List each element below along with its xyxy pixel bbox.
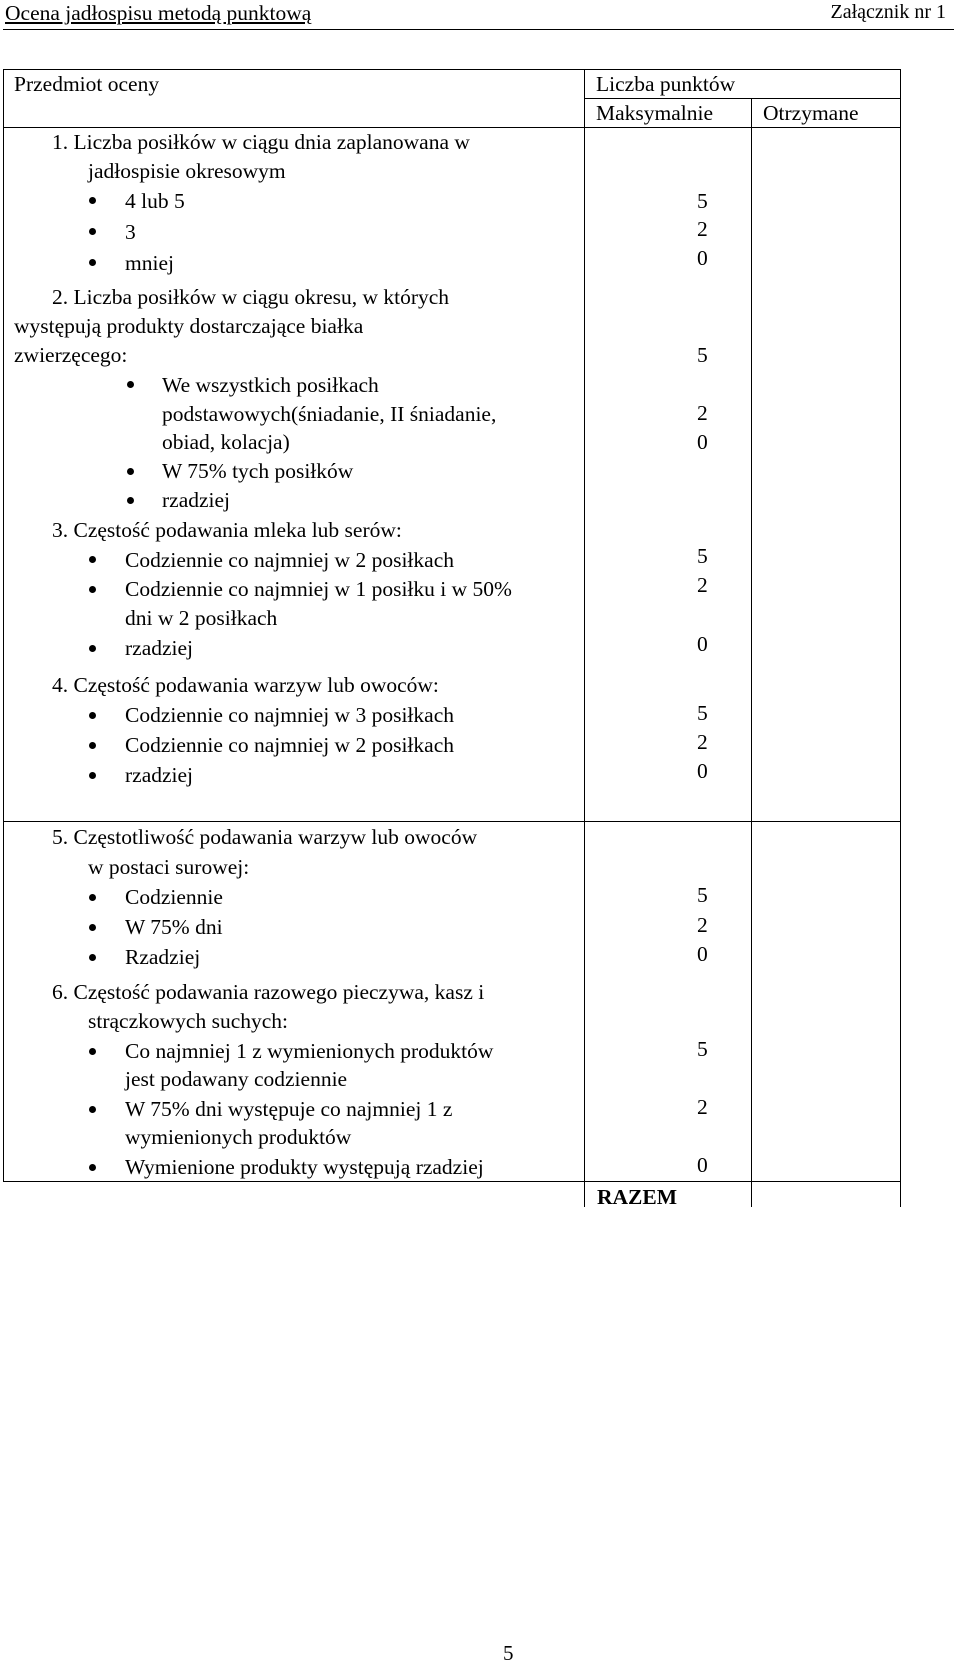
option-text: Codziennie co najmniej w 1 posiłku i w 50% [125, 577, 512, 601]
page-header [0, 0, 960, 30]
bullet-icon [89, 894, 96, 901]
option-text-cont: wymienionych produktów [125, 1125, 352, 1149]
total-label: RAZEM [597, 1185, 678, 1209]
page-number: 5 [503, 1641, 514, 1665]
document-title: Ocena jadłospisu metodą punktową [5, 1, 312, 25]
option-text: W 75% dni występuje co najmniej 1 z [125, 1097, 453, 1121]
section-6-title-cont: strączkowych suchych: [88, 1009, 288, 1033]
table-left-border [3, 69, 4, 1182]
points-value: 5 [697, 343, 708, 367]
bullet-icon [89, 924, 96, 931]
points-value: 0 [697, 246, 708, 270]
option-text-cont: podstawowych(śniadanie, II śniadanie, [162, 402, 497, 426]
col-header-max: Maksymalnie [596, 101, 714, 125]
option-text-cont: obiad, kolacja) [162, 430, 290, 454]
table-right-border [900, 69, 901, 1207]
section-1-title: 1. Liczba posiłków w ciągu dnia zaplanowana w [52, 130, 470, 154]
option-text: 3 [125, 220, 136, 244]
section-2-title-cont: zwierzęcego: [14, 343, 128, 367]
option-text: 4 lub 5 [125, 189, 185, 213]
col-header-subject: Przedmiot oceny [14, 72, 160, 96]
bullet-icon [89, 645, 96, 652]
points-value: 2 [697, 913, 708, 937]
points-value: 2 [697, 730, 708, 754]
bullet-icon [89, 1048, 96, 1055]
points-value: 5 [697, 701, 708, 725]
option-text: We wszystkich posiłkach [162, 373, 379, 397]
bullet-icon [89, 1106, 96, 1113]
option-text: Codziennie co najmniej w 3 posiłkach [125, 703, 454, 727]
bullet-icon [89, 712, 96, 719]
bullet-icon [127, 468, 134, 475]
points-value: 0 [697, 1153, 708, 1177]
option-text: rzadziej [125, 636, 194, 660]
points-value: 2 [697, 217, 708, 241]
points-value: 5 [697, 189, 708, 213]
points-value: 0 [697, 430, 708, 454]
annex-label: Załącznik nr 1 [830, 1, 946, 23]
option-text: Codziennie co najmniej w 2 posiłkach [125, 733, 454, 757]
header-rule [3, 29, 954, 30]
points-value: 0 [697, 759, 708, 783]
col-header-received: Otrzymane [763, 101, 859, 125]
option-text: Codziennie co najmniej w 2 posiłkach [125, 548, 454, 572]
bullet-icon [89, 228, 96, 235]
received-column-border [751, 98, 752, 1207]
points-value: 5 [697, 544, 708, 568]
option-text: Wymienione produkty występują rzadziej [125, 1155, 484, 1179]
bullet-icon [89, 197, 96, 204]
option-text: Co najmniej 1 z wymienionych produktów [125, 1039, 494, 1063]
points-value: 2 [697, 401, 708, 425]
section-4-title: 4. Częstość podawania warzyw lub owoców: [52, 673, 439, 697]
bullet-icon [127, 497, 134, 504]
bullet-icon [89, 772, 96, 779]
points-value: 0 [697, 632, 708, 656]
section-5-title: 5. Częstotliwość podawania warzyw lub owoców [52, 825, 478, 849]
option-text: mniej [125, 251, 174, 275]
section-6-title: 6. Częstość podawania razowego pieczywa, kasz i [52, 980, 485, 1004]
section-5-title-cont: w postaci surowej: [88, 855, 250, 879]
bullet-icon [89, 556, 96, 563]
points-value: 0 [697, 942, 708, 966]
section-2-title: 2. Liczba posiłków w ciągu okresu, w których [52, 285, 450, 309]
option-text: Rzadziej [125, 945, 201, 969]
bullet-icon [89, 954, 96, 961]
points-value: 2 [697, 573, 708, 597]
bullet-icon [89, 259, 96, 266]
section-3-title: 3. Częstość podawania mleka lub serów: [52, 518, 402, 542]
bullet-icon [89, 1164, 96, 1171]
option-text: rzadziej [125, 763, 194, 787]
col-header-points: Liczba punktów [596, 72, 736, 96]
section-1-title-cont: jadłospisie okresowym [88, 159, 286, 183]
points-value: 5 [697, 883, 708, 907]
points-column-border [584, 69, 585, 1207]
points-value: 5 [697, 1037, 708, 1061]
option-text: W 75% dni [125, 915, 223, 939]
bullet-icon [89, 586, 96, 593]
section-2-title-cont: występują produkty dostarczające białka [14, 314, 364, 338]
bullet-icon [127, 381, 134, 388]
option-text: Codziennie [125, 885, 223, 909]
option-text-cont: jest podawany codziennie [125, 1067, 348, 1091]
option-text: W 75% tych posiłków [162, 459, 354, 483]
points-value: 2 [697, 1095, 708, 1119]
bullet-icon [89, 742, 96, 749]
option-text-cont: dni w 2 posiłkach [125, 606, 278, 630]
option-text: rzadziej [162, 488, 231, 512]
